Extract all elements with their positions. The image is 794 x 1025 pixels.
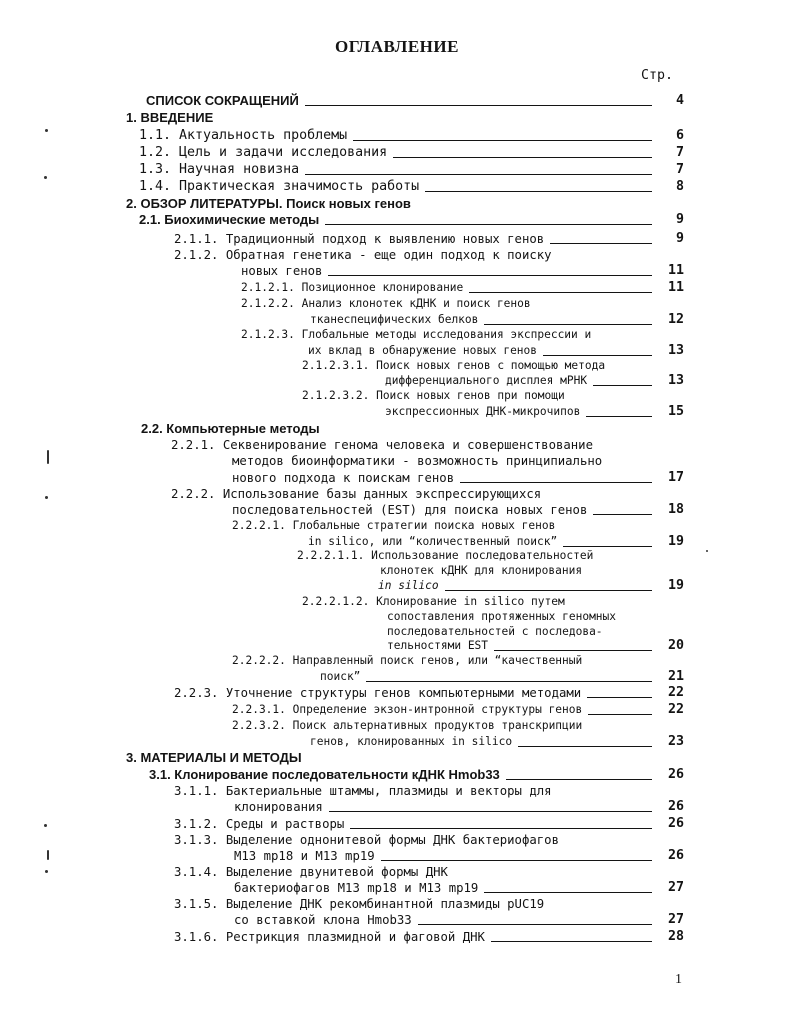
scan-speck xyxy=(44,176,47,179)
toc-entry-text: тельностями EST xyxy=(387,639,489,652)
toc-entry-page: 9 xyxy=(675,231,684,246)
toc-entry-page: 26 xyxy=(667,848,684,863)
toc-entry-page: 27 xyxy=(667,912,684,927)
toc-entry-text: клонирования xyxy=(234,800,323,814)
leader-line xyxy=(484,892,652,893)
leader-line xyxy=(593,514,652,515)
leader-line xyxy=(469,292,652,293)
toc-entry-page: 22 xyxy=(667,685,684,700)
toc-entry-text: 2.1.2.2. Анализ клонотек кДНК и поиск генов xyxy=(241,297,531,310)
toc-entry-page: 27 xyxy=(667,880,684,895)
toc-entry-line xyxy=(174,864,684,880)
toc-entry-text: 1.3. Научная новизна xyxy=(139,162,300,177)
toc-entry-text: 3. МАТЕРИАЛЫ И МЕТОДЫ xyxy=(126,750,302,765)
toc-entry-text: 2.2.1. Секвенирование генома человека и совершенствование xyxy=(171,438,593,452)
toc-entry-text: бактериофагов M13 mp18 и M13 mp19 xyxy=(234,881,479,895)
toc-entry-text: генов, клонированных in silico xyxy=(310,735,513,748)
toc-entry-text: 3.1. Клонирование последовательности кДНК Hmob33 xyxy=(149,767,500,782)
toc-entry-text: клонотек кДНК для клонирования xyxy=(380,564,583,577)
toc-entry-page: 26 xyxy=(667,816,684,831)
leader-line xyxy=(593,385,652,386)
toc-entry xyxy=(320,669,684,685)
toc-entry-text: 2.2.2.1. Глобальные стратегии поиска новых генов xyxy=(232,519,556,532)
leader-line xyxy=(460,482,652,483)
toc-entry-line xyxy=(387,609,684,625)
toc-entry-text: их вклад в обнаружение новых генов xyxy=(308,344,538,357)
toc-entry-line xyxy=(171,437,684,453)
leader-line xyxy=(350,828,652,829)
toc-entry-text: тканеспецифических белков xyxy=(310,313,479,326)
toc-entry-text: поиск” xyxy=(320,670,361,683)
toc-entry-text: 2.2.2. Использование базы данных экспрессирующихся xyxy=(171,487,542,501)
toc-entry-text: новых генов xyxy=(241,264,323,278)
leader-line xyxy=(381,860,652,861)
toc-entry-text: 3.1.6. Рестрикция плазмидной и фаговой ДНК xyxy=(174,930,485,944)
leader-line xyxy=(586,416,652,417)
toc-entry-text: сопоставления протяженных геномных xyxy=(387,610,617,623)
toc-entry-page: 20 xyxy=(667,638,684,653)
toc-entry-text: 2.2.3.1. Определение экзон-интронной структуры генов xyxy=(232,703,583,716)
toc-entry xyxy=(234,799,684,815)
leader-line xyxy=(393,157,652,158)
toc-entry xyxy=(174,816,684,832)
toc-entry-text: 2.1.2.3.1. Поиск новых генов с помощью метода xyxy=(302,359,606,372)
toc-entry-text: 2.1.2.3. Глобальные методы исследования экспрессии и xyxy=(241,328,592,341)
leader-line xyxy=(305,174,652,175)
leader-line xyxy=(329,811,652,812)
leader-line xyxy=(353,140,652,141)
toc-entry-text: 3.1.3. Выделение однонитевой формы ДНК бактериофагов xyxy=(174,833,559,847)
toc-entry-page: 13 xyxy=(667,343,684,358)
toc-entry-page: 8 xyxy=(675,179,684,194)
toc-entry-line xyxy=(232,518,684,534)
toc-entry-page: 19 xyxy=(667,534,684,549)
toc-entry-text: 2.1.1. Традиционный подход к выявлению новых генов xyxy=(174,232,545,246)
leader-line xyxy=(550,243,652,244)
toc-entry xyxy=(232,502,684,518)
toc-heading xyxy=(126,110,684,126)
toc-entry-line xyxy=(380,563,684,579)
page-number: 1 xyxy=(675,972,682,987)
leader-line xyxy=(305,105,652,106)
toc-entry-text: СПИСОК СОКРАЩЕНИЙ xyxy=(146,93,299,108)
leader-line xyxy=(491,941,652,942)
toc-entry-page: 6 xyxy=(675,128,684,143)
toc-entry xyxy=(139,162,684,178)
toc-entry-page: 21 xyxy=(667,669,684,684)
toc-entry-text: 2.2.2.1.1. Использование последовательностей xyxy=(297,549,594,562)
toc-entry-page: 11 xyxy=(667,280,684,295)
toc-entry-text: 3.1.1. Бактериальные штаммы, плазмиды и векторы для xyxy=(174,784,552,798)
toc-entry-line xyxy=(232,653,684,669)
toc-entry-text: 2.2. Компьютерные методы xyxy=(141,421,320,436)
leader-line xyxy=(518,746,652,747)
leader-line xyxy=(418,924,652,925)
toc-heading xyxy=(126,196,684,212)
toc-entry-line xyxy=(302,358,684,374)
page-title: ОГЛАВЛЕНИЕ xyxy=(335,37,459,56)
toc-entry xyxy=(146,93,684,109)
toc-entry xyxy=(308,343,684,359)
toc-entry-text: 2.1.2.3.2. Поиск новых генов при помощи xyxy=(302,389,565,402)
toc-entry xyxy=(385,404,684,420)
toc-entry-line xyxy=(174,896,684,912)
toc-entry-text: со вставкой клона Hmob33 xyxy=(234,913,412,927)
toc-entry-text: 1.2. Цель и задачи исследования xyxy=(139,145,388,160)
scan-speck xyxy=(47,850,49,860)
toc-entry-line xyxy=(174,247,684,263)
leader-line xyxy=(328,275,652,276)
toc-entry xyxy=(232,702,684,718)
leader-line xyxy=(587,697,652,698)
toc-entry-page: 22 xyxy=(667,702,684,717)
toc-entry-text: 2.1.2. Обратная генетика - еще один подход к поиску xyxy=(174,248,552,262)
toc-entry xyxy=(139,128,684,144)
toc-entry-page: 17 xyxy=(667,470,684,485)
toc-entry-page: 7 xyxy=(675,162,684,177)
toc-entry-text: последовательностей с последова- xyxy=(387,625,603,638)
toc-heading xyxy=(141,421,684,437)
toc-entry-page: 12 xyxy=(667,312,684,327)
toc-entry xyxy=(232,470,684,486)
toc-entry xyxy=(385,373,684,389)
toc-entry-page: 4 xyxy=(675,93,684,108)
toc-entry xyxy=(234,880,684,896)
toc-entry-text: методов биоинформатики - возможность принципиально xyxy=(232,454,603,468)
toc-entry-text: 2.1.2.1. Позиционное клонирование xyxy=(241,281,464,294)
scan-speck xyxy=(706,550,708,552)
toc-entry-text: M13 mp18 и M13 mp19 xyxy=(234,849,375,863)
leader-line xyxy=(484,324,652,325)
toc-entry-page: 26 xyxy=(667,767,684,782)
toc-entry-line xyxy=(302,594,684,610)
toc-entry-text: 2.2.2.2. Направленный поиск генов, или “качественный xyxy=(232,654,583,667)
toc-entry-line xyxy=(171,486,684,502)
toc-entry-text: 1.4. Практическая значимость работы xyxy=(139,179,420,194)
toc-entry-text: дифференциального дисплея мРНК xyxy=(385,374,588,387)
leader-line xyxy=(494,650,652,651)
toc-entry-text: экспрессионных ДНК-микрочипов xyxy=(385,405,581,418)
toc-entry xyxy=(139,212,684,228)
toc-entry xyxy=(234,912,684,928)
leader-line xyxy=(588,714,652,715)
toc-entry xyxy=(241,280,684,296)
toc-entry xyxy=(139,179,684,195)
scan-speck xyxy=(45,870,48,873)
toc-entry xyxy=(234,848,684,864)
toc-entry-page: 18 xyxy=(667,502,684,517)
toc-entry xyxy=(241,263,684,279)
toc-entry-text: 3.1.2. Среды и растворы xyxy=(174,817,345,831)
toc-entry-page: 28 xyxy=(667,929,684,944)
toc-entry-text: 3.1.5. Выделение ДНК рекомбинантной плазмиды pUC19 xyxy=(174,897,545,911)
toc-entry-text: 2.2.3.2. Поиск альтернативных продуктов транскрипции xyxy=(232,719,583,732)
scan-speck xyxy=(44,824,47,827)
toc-entry-text: последовательностей (EST) для поиска новых генов xyxy=(232,503,588,517)
toc-entry-line xyxy=(241,296,684,312)
toc-entry xyxy=(310,312,684,328)
leader-line xyxy=(425,191,652,192)
toc-entry-text: 2.1. Биохимические методы xyxy=(139,212,320,227)
toc-entry xyxy=(378,578,684,594)
scan-speck xyxy=(45,496,48,499)
leader-line xyxy=(563,546,652,547)
scan-speck xyxy=(47,450,49,464)
toc-entry-line xyxy=(297,548,684,564)
toc-entry-text: 2. ОБЗОР ЛИТЕРАТУРЫ. Поиск новых генов xyxy=(126,196,411,211)
toc-entry-line xyxy=(232,453,684,469)
toc-entry-page: 26 xyxy=(667,799,684,814)
toc-entry-text: 3.1.4. Выделение двунитевой формы ДНК xyxy=(174,865,448,879)
toc-entry-text: in silico xyxy=(378,579,439,592)
toc-entry xyxy=(149,767,684,783)
toc-entry-line xyxy=(241,327,684,343)
toc-entry-line xyxy=(174,832,684,848)
toc-entry-page: 19 xyxy=(667,578,684,593)
leader-line xyxy=(366,681,652,682)
toc-entry xyxy=(310,734,684,750)
toc-entry-text: нового подхода к поискам генов xyxy=(232,471,455,485)
toc-entry-text: 1. ВВЕДЕНИЕ xyxy=(126,110,214,125)
leader-line xyxy=(445,590,652,591)
toc-entry-line xyxy=(174,783,684,799)
toc-heading xyxy=(126,750,684,766)
toc-entry xyxy=(139,145,684,161)
toc-entry-page: 7 xyxy=(675,145,684,160)
leader-line xyxy=(325,224,652,225)
toc-entry xyxy=(174,685,684,701)
toc-entry-page: 13 xyxy=(667,373,684,388)
toc-entry-page: 11 xyxy=(667,263,684,278)
toc-entry-page: 15 xyxy=(667,404,684,419)
page-column-label: Стр. xyxy=(641,68,674,83)
toc-entry-text: in silico, или “количественный поиск” xyxy=(308,535,558,548)
toc-entry-page: 9 xyxy=(675,212,684,227)
toc-entry xyxy=(174,929,684,945)
leader-line xyxy=(543,355,652,356)
toc-entry-text: 2.2.2.1.2. Клонирование in silico путем xyxy=(302,595,565,608)
scan-speck xyxy=(45,129,48,132)
toc-entry xyxy=(387,638,684,654)
toc-entry xyxy=(174,231,684,247)
leader-line xyxy=(506,779,652,780)
toc-entry-text: 2.2.3. Уточнение структуры генов компьютерными методами xyxy=(174,686,582,700)
toc-entry-line xyxy=(232,718,684,734)
toc-entry-text: 1.1. Актуальность проблемы xyxy=(139,128,348,143)
toc-entry-line xyxy=(302,388,684,404)
toc-entry-page: 23 xyxy=(667,734,684,749)
